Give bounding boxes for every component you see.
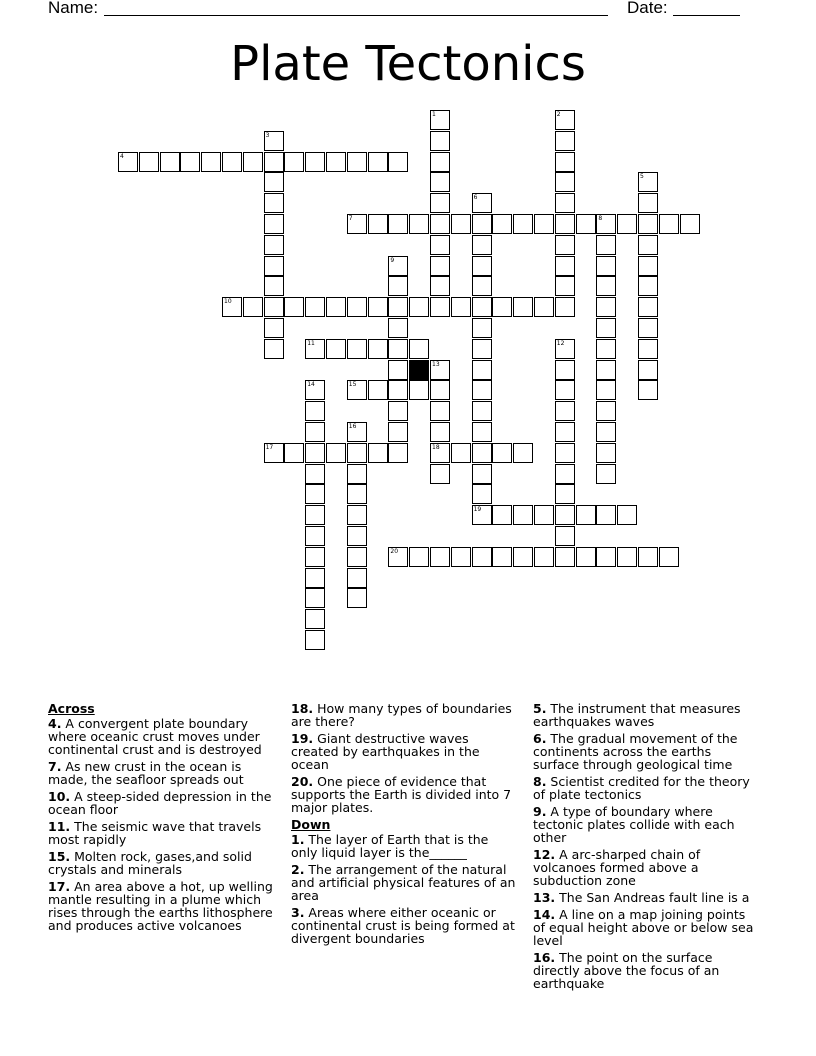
crossword-cell[interactable]	[555, 152, 575, 172]
crossword-cell[interactable]	[388, 318, 408, 338]
crossword-cell[interactable]	[430, 172, 450, 192]
crossword-cell[interactable]	[513, 547, 533, 567]
crossword-cell[interactable]	[638, 172, 658, 192]
page-title: Plate Tectonics	[230, 36, 586, 92]
crossword-cell[interactable]	[264, 152, 284, 172]
crossword-cell[interactable]	[326, 152, 346, 172]
crossword-cell[interactable]	[347, 339, 367, 359]
crossword-cell[interactable]	[451, 297, 471, 317]
crossword-cell[interactable]	[596, 505, 616, 525]
crossword-cell[interactable]	[305, 339, 325, 359]
crossword-cell[interactable]	[451, 443, 471, 463]
down-clue	[291, 863, 516, 902]
crossword-cell[interactable]	[409, 214, 429, 234]
clue-number: 15.	[48, 849, 71, 864]
crossword-cell[interactable]	[305, 568, 325, 588]
crossword-cell[interactable]	[326, 339, 346, 359]
across-heading: Across	[48, 701, 95, 716]
clue-text: As new crust in the ocean is made, the seafloor spreads out	[48, 759, 244, 787]
clue-text: The gradual movement of the continents across the earths surface through geological time	[533, 731, 738, 772]
crossword-cell[interactable]	[430, 214, 450, 234]
crossword-cell[interactable]	[305, 297, 325, 317]
name-label: Name:	[48, 0, 99, 17]
crossword-cell[interactable]	[430, 380, 450, 400]
clue-number: 16.	[533, 950, 556, 965]
down-heading: Down	[291, 817, 331, 832]
clue-number: 1	[432, 111, 436, 118]
crossword-cell[interactable]	[576, 547, 596, 567]
crossword-cell[interactable]	[430, 193, 450, 213]
crossword-cell[interactable]	[347, 380, 367, 400]
crossword-cell[interactable]	[305, 630, 325, 650]
crossword-cell[interactable]	[388, 547, 408, 567]
clue-text: Molten rock, gases,and solid crystals and minerals	[48, 849, 252, 877]
crossword-cell[interactable]	[409, 380, 429, 400]
crossword-cell[interactable]	[513, 214, 533, 234]
crossword-cell[interactable]	[388, 297, 408, 317]
clue-number: 1.	[291, 832, 305, 847]
crossword-cell[interactable]	[264, 318, 284, 338]
clue-number: 11.	[48, 819, 71, 834]
crossword-cell[interactable]	[555, 131, 575, 151]
clue-text: Areas where either oceanic or continental crust is being formed at divergent boundaries	[291, 905, 515, 946]
crossword-cell[interactable]	[472, 256, 492, 276]
crossword-cell[interactable]	[430, 360, 450, 380]
crossword-cell[interactable]	[347, 422, 367, 442]
crossword-cell[interactable]	[555, 276, 575, 296]
crossword-cell[interactable]	[347, 484, 367, 504]
crossword-cell[interactable]	[388, 443, 408, 463]
across-clue	[48, 820, 273, 846]
clue-number: 17.	[48, 879, 71, 894]
crossword-cell[interactable]	[555, 297, 575, 317]
crossword-cell[interactable]	[430, 297, 450, 317]
clue-number: 17	[265, 443, 274, 451]
crossword-cell[interactable]	[264, 131, 284, 151]
crossword-cell[interactable]	[430, 401, 450, 421]
crossword-cell[interactable]	[638, 547, 658, 567]
down-clue	[291, 906, 516, 945]
crossword-cell[interactable]	[596, 256, 616, 276]
clue-number: 14.	[533, 907, 556, 922]
crossword-cell[interactable]	[596, 276, 616, 296]
crossword-cell[interactable]	[555, 193, 575, 213]
crossword-cell[interactable]	[555, 401, 575, 421]
crossword-cell[interactable]	[243, 297, 263, 317]
black-cell	[409, 360, 429, 380]
crossword-cell[interactable]	[638, 214, 658, 234]
clue-number: 18	[432, 443, 440, 451]
clue-text: An area above a hot, up welling mantle resulting in a plume which rises through the earths lithosphere and produces active volcanoes	[48, 879, 273, 933]
crossword-cell[interactable]	[472, 505, 492, 525]
crossword-cell[interactable]	[388, 256, 408, 276]
crossword-cell[interactable]	[305, 547, 325, 567]
crossword-cell[interactable]	[388, 214, 408, 234]
crossword-cell[interactable]	[555, 256, 575, 276]
clue-text: A arc-sharped chain of volcanoes formed above a subduction zone	[533, 847, 701, 888]
crossword-cell[interactable]	[430, 110, 450, 130]
crossword-cell[interactable]	[409, 339, 429, 359]
clue-number: 2.	[291, 862, 305, 877]
clue-text: A line on a map joining points of equal height above or below sea level	[533, 907, 754, 948]
clue-text: A steep-sided depression in the ocean floor	[48, 789, 272, 817]
crossword-cell[interactable]	[555, 484, 575, 504]
clue-text: The instrument that measures earthquakes waves	[533, 701, 741, 729]
crossword-cell[interactable]	[555, 547, 575, 567]
crossword-cell[interactable]	[388, 276, 408, 296]
crossword-cell[interactable]	[388, 401, 408, 421]
clue-number: 2	[556, 111, 561, 118]
crossword-cell[interactable]	[596, 235, 616, 255]
clue-text: Scientist credited for the theory of plate tectonics	[533, 774, 750, 802]
crossword-cell[interactable]	[472, 214, 492, 234]
crossword-cell[interactable]	[305, 609, 325, 629]
clue-number: 10	[224, 298, 232, 306]
crossword-cell[interactable]	[638, 193, 658, 213]
clue-number: 13.	[533, 890, 556, 905]
clue-text: The point on the surface directly above the focus of an earthquake	[533, 950, 720, 991]
crossword-cell[interactable]	[347, 526, 367, 546]
clue-number: 6	[473, 194, 478, 202]
crossword-cell[interactable]	[555, 526, 575, 546]
down-clue	[533, 848, 758, 887]
crossword-cell[interactable]	[513, 505, 533, 525]
clue-number: 5	[640, 173, 644, 181]
down-clue	[533, 702, 758, 728]
down-clue	[533, 775, 758, 801]
crossword-cell[interactable]	[347, 588, 367, 608]
crossword-cell[interactable]	[264, 256, 284, 276]
crossword-cell[interactable]	[368, 152, 388, 172]
crossword-cell[interactable]	[617, 547, 637, 567]
crossword-cell[interactable]	[576, 214, 596, 234]
clue-number: 11	[307, 339, 315, 347]
crossword-cell[interactable]	[492, 297, 512, 317]
clue-number: 12.	[533, 847, 556, 862]
crossword-cell[interactable]	[347, 568, 367, 588]
crossword-cell[interactable]	[347, 214, 367, 234]
crossword-cell[interactable]	[305, 464, 325, 484]
crossword-cell[interactable]	[472, 401, 492, 421]
crossword-cell[interactable]	[430, 131, 450, 151]
crossword-cell[interactable]	[368, 214, 388, 234]
crossword-cell[interactable]	[534, 505, 554, 525]
crossword-cell[interactable]	[430, 256, 450, 276]
clue-number: 6.	[533, 731, 547, 746]
crossword-cell[interactable]	[284, 443, 304, 463]
crossword-cell[interactable]	[472, 360, 492, 380]
clue-number: 4.	[48, 716, 62, 731]
crossword-cell[interactable]	[430, 547, 450, 567]
clue-number: 16	[348, 423, 357, 430]
crossword-cell[interactable]	[451, 214, 471, 234]
crossword-cell[interactable]	[305, 152, 325, 172]
crossword-cell[interactable]	[638, 235, 658, 255]
clue-text: A convergent plate boundary where oceanic crust moves under continental crust and is destroyed	[48, 716, 262, 757]
crossword-cell[interactable]	[409, 547, 429, 567]
crossword-cell[interactable]	[243, 152, 263, 172]
crossword-cell[interactable]	[596, 422, 616, 442]
crossword-cell[interactable]	[368, 443, 388, 463]
clue-number: 9.	[533, 804, 547, 819]
crossword-cell[interactable]	[472, 318, 492, 338]
across-clue	[291, 702, 516, 728]
clue-number: 19.	[291, 731, 314, 746]
crossword-cell[interactable]	[472, 422, 492, 442]
crossword-cell[interactable]	[555, 380, 575, 400]
crossword-cell[interactable]	[638, 297, 658, 317]
crossword-cell[interactable]	[201, 152, 221, 172]
clue-text: One piece of evidence that supports the Earth is divided into 7 major plates.	[291, 774, 512, 815]
crossword-cell[interactable]	[305, 526, 325, 546]
crossword-cell[interactable]	[555, 214, 575, 234]
date-label: Date:	[627, 0, 668, 17]
crossword-cell[interactable]	[326, 443, 346, 463]
crossword-cell[interactable]	[326, 297, 346, 317]
crossword-cell[interactable]	[555, 172, 575, 192]
across-clue	[48, 880, 273, 932]
clue-number: 3	[265, 131, 270, 139]
clue-number: 20.	[291, 774, 314, 789]
crossword-cell[interactable]	[617, 214, 637, 234]
crossword-cell[interactable]	[264, 172, 284, 192]
clue-text: A type of boundary where tectonic plates collide with each other	[533, 804, 735, 845]
clue-number: 7.	[48, 759, 62, 774]
crossword-cell[interactable]	[305, 505, 325, 525]
down-clue	[291, 833, 516, 859]
across-clue	[291, 732, 516, 771]
crossword-cell[interactable]	[388, 339, 408, 359]
clue-number: 3.	[291, 905, 305, 920]
crossword-cell[interactable]	[264, 297, 284, 317]
crossword-cell[interactable]	[617, 505, 637, 525]
crossword-cell[interactable]	[492, 214, 512, 234]
crossword-cell[interactable]	[430, 422, 450, 442]
crossword-cell[interactable]	[264, 443, 284, 463]
crossword-cell[interactable]	[638, 318, 658, 338]
crossword-cell[interactable]	[305, 422, 325, 442]
crossword-cell[interactable]	[596, 547, 616, 567]
crossword-cell[interactable]	[430, 464, 450, 484]
down-clue	[533, 732, 758, 771]
clue-text: The arrangement of the natural and artificial physical features of an area	[291, 862, 516, 903]
crossword-cell[interactable]	[388, 152, 408, 172]
crossword-cell[interactable]	[596, 297, 616, 317]
clue-text: The layer of Earth that is the only liquid layer is the______	[291, 832, 489, 860]
clue-number: 8	[598, 215, 603, 222]
crossword-cell[interactable]	[180, 152, 200, 172]
crossword-cell[interactable]	[638, 339, 658, 359]
crossword-cell[interactable]	[305, 401, 325, 421]
clues-column-3	[533, 702, 758, 994]
crossword-cell[interactable]	[264, 214, 284, 234]
crossword-cell[interactable]	[368, 339, 388, 359]
crossword-cell[interactable]	[472, 339, 492, 359]
crossword-cell[interactable]	[638, 360, 658, 380]
across-clue	[48, 790, 273, 816]
crossword-cell[interactable]	[305, 380, 325, 400]
clue-number: 14	[307, 381, 315, 389]
crossword-cell[interactable]	[492, 505, 512, 525]
crossword-cell[interactable]	[555, 443, 575, 463]
crossword-cell[interactable]	[430, 152, 450, 172]
crossword-cell[interactable]	[638, 380, 658, 400]
crossword-cell[interactable]	[347, 443, 367, 463]
crossword-cell[interactable]	[347, 505, 367, 525]
crossword-cell[interactable]	[264, 193, 284, 213]
crossword-cell[interactable]	[534, 547, 554, 567]
crossword-cell[interactable]	[451, 547, 471, 567]
down-clue	[533, 891, 758, 904]
crossword-cell[interactable]	[388, 360, 408, 380]
crossword-cell[interactable]	[409, 297, 429, 317]
crossword-cell[interactable]	[368, 297, 388, 317]
crossword-cell[interactable]	[347, 297, 367, 317]
clue-number: 8.	[533, 774, 547, 789]
crossword-cell[interactable]	[596, 380, 616, 400]
crossword-cell[interactable]	[596, 443, 616, 463]
crossword-cell[interactable]	[472, 464, 492, 484]
crossword-cell[interactable]	[555, 422, 575, 442]
down-clue	[533, 951, 758, 990]
clue-number: 19	[473, 506, 482, 514]
clue-number: 18.	[291, 701, 314, 716]
clue-number: 4	[120, 152, 124, 160]
crossword-cell[interactable]	[680, 214, 700, 234]
crossword-cell[interactable]	[596, 401, 616, 421]
crossword-cell[interactable]	[596, 339, 616, 359]
clue-number: 9	[390, 256, 395, 264]
crossword-cell[interactable]	[284, 297, 304, 317]
crossword-cell[interactable]	[305, 443, 325, 463]
crossword-cell[interactable]	[555, 505, 575, 525]
crossword-cell[interactable]	[347, 547, 367, 567]
crossword-cell[interactable]	[472, 443, 492, 463]
crossword-cell[interactable]	[659, 547, 679, 567]
crossword-cell[interactable]	[264, 276, 284, 296]
crossword-cell[interactable]	[139, 152, 159, 172]
crossword-cell[interactable]	[596, 214, 616, 234]
crossword-cell[interactable]	[534, 214, 554, 234]
clues-column-1	[48, 702, 273, 936]
crossword-cell[interactable]	[555, 110, 575, 130]
clue-text: The seismic wave that travels most rapidly	[48, 819, 262, 847]
crossword-cell[interactable]	[388, 380, 408, 400]
crossword-cell[interactable]	[555, 339, 575, 359]
crossword-cell[interactable]	[284, 152, 304, 172]
crossword-cell[interactable]	[388, 422, 408, 442]
clue-number: 15	[348, 381, 357, 389]
down-clue	[533, 805, 758, 844]
clue-number: 7	[348, 215, 353, 222]
crossword-cell[interactable]	[513, 443, 533, 463]
clue-text: Giant destructive waves created by earthquakes in the ocean	[291, 731, 480, 772]
crossword-cell[interactable]	[222, 152, 242, 172]
crossword-cell[interactable]	[472, 547, 492, 567]
crossword-cell[interactable]	[492, 443, 512, 463]
crossword-cell[interactable]	[305, 588, 325, 608]
clue-text: The San Andreas fault line is a	[555, 890, 750, 905]
crossword-cell[interactable]	[347, 152, 367, 172]
clue-number: 13	[432, 360, 440, 368]
crossword-cell[interactable]	[222, 297, 242, 317]
crossword-cell[interactable]	[555, 235, 575, 255]
crossword-cell[interactable]	[472, 297, 492, 317]
crossword-cell[interactable]	[576, 505, 596, 525]
crossword-cell[interactable]	[472, 193, 492, 213]
crossword-cell[interactable]	[368, 380, 388, 400]
crossword-cell[interactable]	[118, 152, 138, 172]
crossword-cell[interactable]	[596, 360, 616, 380]
crossword-cell[interactable]	[430, 235, 450, 255]
crossword-cell[interactable]	[472, 484, 492, 504]
crossword-cell[interactable]	[472, 235, 492, 255]
crossword-cell[interactable]	[638, 256, 658, 276]
clues-column-2	[291, 702, 516, 949]
crossword-cell[interactable]	[430, 276, 450, 296]
crossword-cell[interactable]	[264, 339, 284, 359]
crossword-cell[interactable]	[472, 276, 492, 296]
across-clue	[291, 775, 516, 814]
crossword-cell[interactable]	[596, 318, 616, 338]
crossword-cell[interactable]	[347, 464, 367, 484]
clue-number: 12	[556, 339, 565, 347]
crossword-cell[interactable]	[472, 380, 492, 400]
crossword-cell[interactable]	[659, 214, 679, 234]
across-clue	[48, 850, 273, 876]
crossword-cell[interactable]	[305, 484, 325, 504]
clue-text: How many types of boundaries are there?	[291, 701, 512, 729]
crossword-cell[interactable]	[638, 276, 658, 296]
crossword-cell[interactable]	[160, 152, 180, 172]
crossword-cell[interactable]	[534, 297, 554, 317]
down-clue	[533, 908, 758, 947]
crossword-cell[interactable]	[555, 360, 575, 380]
clue-number: 10.	[48, 789, 71, 804]
across-clue	[48, 760, 273, 786]
crossword-cell[interactable]	[492, 547, 512, 567]
crossword-cell[interactable]	[555, 464, 575, 484]
crossword-cell[interactable]	[264, 235, 284, 255]
clue-number: 5.	[533, 701, 547, 716]
across-clue	[48, 717, 273, 756]
clue-number: 20	[390, 547, 399, 555]
crossword-cell[interactable]	[513, 297, 533, 317]
crossword-cell[interactable]	[596, 464, 616, 484]
crossword-cell[interactable]	[430, 443, 450, 463]
